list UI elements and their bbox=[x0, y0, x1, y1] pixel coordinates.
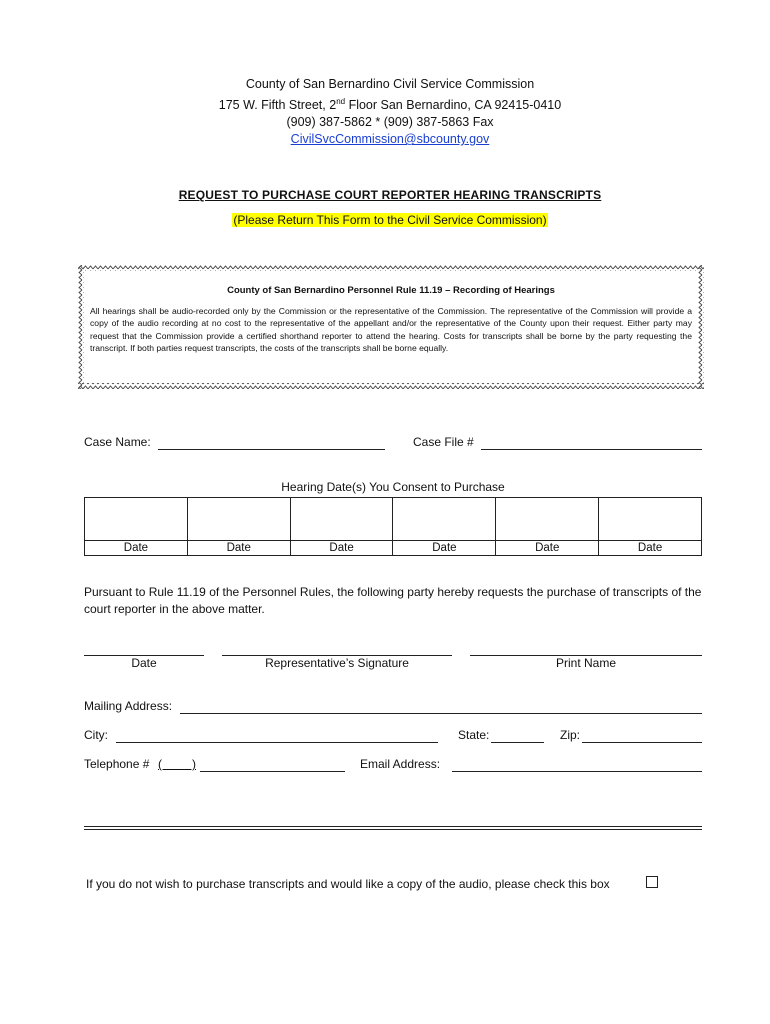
date-label: Date bbox=[496, 541, 599, 556]
case-name-field[interactable] bbox=[158, 449, 385, 450]
date-box-1[interactable] bbox=[85, 498, 188, 541]
rule-text: All hearings shall be audio-recorded only by the Commission or the representative of the Commission. The representative of the Commission will provide a copy of the audio recording at no cost to the representative of the appellant and/or the representative of the County upon their request. Either party may request that the Commission provide a certified shorthand reporter to attend the hearing. Costs for transcripts shall be borne by the party requesting the transcript. If both parties request transcripts, the costs of the transcripts shall be borne equally. bbox=[90, 306, 692, 353]
zip-label: Zip: bbox=[560, 728, 581, 742]
audio-request-text: If you do not wish to purchase transcripts and would like a copy of the audio, please check this box bbox=[86, 877, 610, 891]
mailing-label: Mailing Address: bbox=[84, 699, 173, 713]
date-label: Date bbox=[393, 541, 496, 556]
rule-box bbox=[90, 285, 692, 354]
form-title: REQUEST TO PURCHASE COURT REPORTER HEARING TRANSCRIPTS bbox=[178, 188, 602, 202]
divider-top bbox=[84, 826, 702, 827]
date-box-6[interactable] bbox=[599, 498, 702, 541]
state-label: State: bbox=[458, 728, 490, 742]
date-label: Date bbox=[290, 541, 393, 556]
city-label: City: bbox=[84, 728, 108, 742]
request-paragraph: Pursuant to Rule 11.19 of the Personnel Rules, the following party hereby requests the purchase of transcripts of the court reporter in the above matter. bbox=[84, 585, 702, 616]
rule-title: County of San Bernardino Personnel Rule 11.19 – Recording of Hearings bbox=[227, 285, 555, 296]
org-name: County of San Bernardino Civil Service Commission bbox=[245, 77, 535, 91]
zip-field[interactable] bbox=[582, 742, 702, 743]
date-label: Date bbox=[187, 541, 290, 556]
sign-date-label: Date bbox=[131, 656, 157, 670]
date-box-3[interactable] bbox=[290, 498, 393, 541]
phone-fax: (909) 387-5862 * (909) 387-5863 Fax bbox=[286, 115, 494, 130]
form-subtitle: (Please Return This Form to the Civil Service Commission) bbox=[233, 213, 547, 227]
address bbox=[0, 93, 770, 114]
email-field[interactable] bbox=[452, 771, 702, 772]
date-label: Date bbox=[85, 541, 188, 556]
case-file-field[interactable] bbox=[481, 449, 702, 450]
print-name-label: Print Name bbox=[555, 656, 617, 670]
address-city: Floor San Bernardino, CA 92415-0410 bbox=[345, 98, 562, 113]
city-field[interactable] bbox=[116, 742, 438, 743]
audio-checkbox[interactable] bbox=[646, 876, 658, 888]
case-name-label: Case Name: bbox=[84, 435, 151, 449]
telephone-label: Telephone # bbox=[84, 757, 150, 771]
mailing-field[interactable] bbox=[180, 713, 702, 714]
area-code-field[interactable]: ( ) bbox=[158, 757, 196, 771]
telephone-field[interactable] bbox=[200, 771, 345, 772]
state-field[interactable] bbox=[491, 742, 544, 743]
letterhead bbox=[0, 76, 770, 148]
date-label: Date bbox=[599, 541, 702, 556]
date-box-2[interactable] bbox=[187, 498, 290, 541]
hearing-dates-table bbox=[84, 497, 702, 556]
divider-bottom bbox=[84, 829, 702, 830]
email-label: Email Address: bbox=[360, 757, 441, 771]
address-street: 175 W. Fifth Street, 2 bbox=[218, 98, 337, 113]
date-box-5[interactable] bbox=[496, 498, 599, 541]
address-sup: nd bbox=[336, 97, 346, 106]
case-file-label: Case File # bbox=[413, 435, 474, 449]
hearing-dates-heading: Hearing Date(s) You Consent to Purchase bbox=[281, 480, 505, 494]
signature-label: Representative’s Signature bbox=[265, 656, 409, 670]
date-box-4[interactable] bbox=[393, 498, 496, 541]
email-link[interactable]: CivilSvcCommission@sbcounty.gov bbox=[290, 132, 490, 147]
form-title-block bbox=[0, 188, 770, 229]
